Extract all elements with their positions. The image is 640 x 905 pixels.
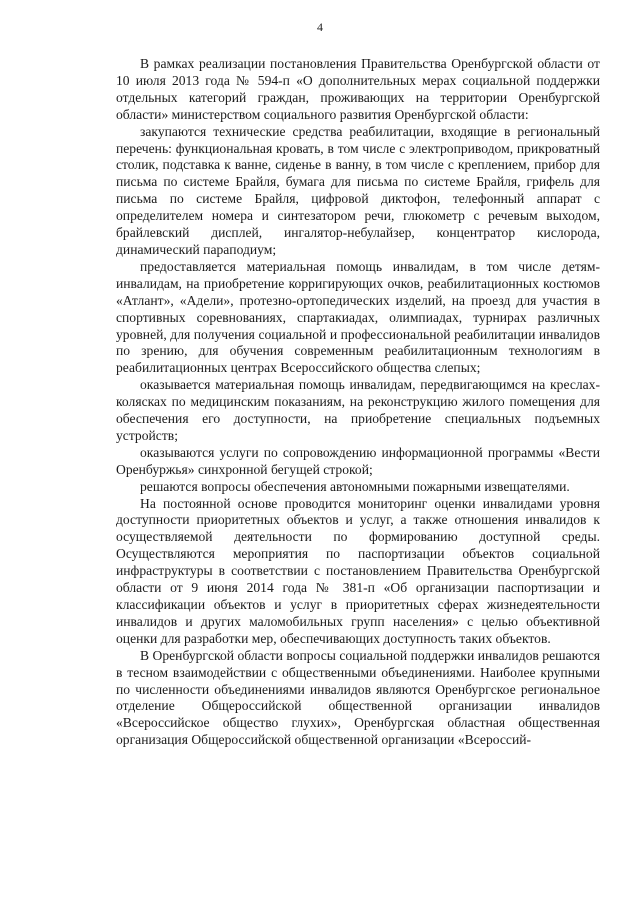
paragraph-material-aid-wheelchair: оказывается материальная помощь инвалидам, передвигающимся на креслах-колясках по медицинским показаниям, на реконструкцию жилого помещения для обеспечения его доступности, на приобретение специальных подъемных устройств; [116, 377, 600, 443]
paragraph-material-aid-disabled: предоставляется материальная помощь инвалидам, в том числе детям-инвалидам, на приобретение корригирующих очков, реабилитационных костюмов «Атлант», «Адели», протезно-ортопедических изделий, на проезд для участия в спортивных соревнованиях, спартакиадах, олимпиадах, турнирах различных уровней, для получения социальной и профессиональной реабилитации инвалидов по зрению, для обучения современным реабилитационным технологиям в реабилитационных центрах Всероссийского общества слепых; [116, 258, 600, 376]
body-text [116, 56, 600, 749]
paragraph-monitoring: На постоянной основе проводится мониторинг оценки инвалидами уровня доступности приоритетных объектов и услуг, а также отношения инвалидов к осуществляемой деятельности по формированию доступной среды. Осуществляются мероприятия по паспортизации объектов социальной инфраструктуры в соответствии с постановлением Правительства Оренбургской области от 9 июня 2014 года № 381-п «Об организации паспортизации и классификации объектов и услуг в приоритетных сферах жизнедеятельности инвалидов и других маломобильных групп населения» с целью объективной оценки для разработки мер, обеспечивающих доступность таких объектов. [116, 495, 600, 646]
paragraph-fire-detectors: решаются вопросы обеспечения автономными пожарными извещателями. [140, 478, 570, 494]
paragraph-intro: В рамках реализации постановления Правительства Оренбургской области от 10 июля 2013 года № 594-п «О дополнительных мерах социальной поддержки отдельных категорий граждан, проживающих на территории Оренбургской области» министерством социального развития Оренбургской области: [116, 56, 600, 122]
paragraph-technical-means: закупаются технические средства реабилитации, входящие в региональный перечень: функциональная кровать, в том числе с электроприводом, прикроватный столик, подставка к ванне, сиденье в ванну, в том числе с креплением, прибор для письма по системе Брайля, бумага для письма по системе Брайля, грифель для письма по системе Брайля, цифровой диктофон, телефонный аппарат с определителем номера и синтезатором речи, глюкометр с речевым выходом, брайлевский дисплей, ингалятор-небулайзер, концентратор кислорода, динамический парaподиум; [116, 123, 600, 257]
paragraph-public-associations: В Оренбургской области вопросы социальной поддержки инвалидов решаются в тесном взаимодействии с общественными объединениями. Наиболее крупными по численности объединениями инвалидов являются Оренбургское региональное отделение Общероссийской общественной организации инвалидов «Всероссийское общество глухих», Оренбургская областная общественная организация Общероссийской общественной организации «Всероссий- [116, 647, 600, 748]
page-number: 4 [317, 20, 323, 34]
paragraph-info-program: оказываются услуги по сопровождению информационной программы «Вести Оренбуржья» синхронной бегущей строкой; [116, 444, 600, 477]
